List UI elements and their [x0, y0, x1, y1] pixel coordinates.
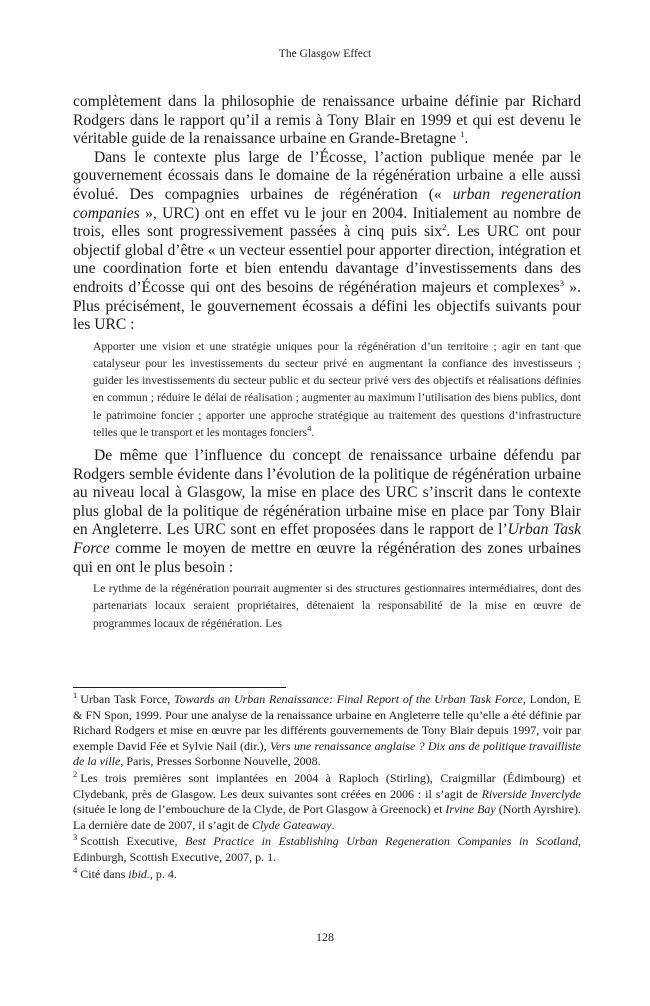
footnote-2-text-b: (située le long de l’embouchure de la Clyde, de Port Glasgow à Greenock) et [73, 802, 446, 817]
footnote-2-text-a: Les trois premières sont implantées en 2004 à Raploch (Stirling), Craigmillar (Édimbourg) et Clydebank, près de Glasgow. Les deux suivantes sont créées en 2006 : il s’agit de [73, 770, 581, 801]
footnote-3-number: 3 [73, 832, 78, 843]
paragraph-1-end: . [464, 130, 469, 148]
block-quote-2 [93, 580, 581, 632]
footnote-2-number: 2 [73, 768, 78, 779]
footnote-4-text-b: , p. 4. [149, 866, 177, 881]
footnote-ref-1[interactable]: 1 [460, 129, 465, 139]
paragraph-2 [73, 149, 581, 335]
block-quote-1 [93, 338, 581, 441]
footnote-1-text-a: Urban Task Force, [80, 692, 175, 706]
footnote-1-text-c: , Paris, Presses Sorbonne Nouvelle, 2008. [120, 754, 321, 769]
footnote-3 [73, 834, 581, 865]
footnote-2-italic-1: Riverside Inverclyde [481, 786, 581, 801]
footnote-1-italic-2: Vers une renaissance anglaise ? Dix ans de politique travailliste de la ville [73, 738, 581, 769]
paragraph-3-text-a: De même que l’influence du concept de renaissance urbaine défendu par Rodgers semble évidente dans l’évolution de la politique de régénération urbaine au niveau local à Glasgow, la mise en place des URC s’inscrit dans le contexte plus global de la politique de régénération urbaine mise en place par Tony Blair en Angleterre. Les URC sont en effet proposées dans le rapport de l’ [73, 446, 581, 539]
footnote-1-number: 1 [73, 690, 78, 700]
footnote-4 [73, 864, 581, 883]
paragraph-2-text-a: Dans le contexte plus large de l’Écosse, l’action publique menée par le gouvernement écossais dans le domaine de la régénération urbaine a elle aussi évolué. Des compagnies urbaines de régénération (« [73, 148, 581, 203]
paragraph-2-text-c: . Les URC ont pour objectif global d’être « un vecteur essentiel pour apporter direction, intégration et une coordination forte et bien entendu davantage d’investissements dans des endroits d’Écosse qui ont des besoins de régénération majeurs et complexes [73, 223, 581, 296]
main-text [73, 93, 581, 638]
footnote-ref-4[interactable]: 4 [307, 422, 312, 433]
footnote-3-text-a: Scottish Executive, [80, 834, 186, 849]
paragraph-2-italic: urban regeneration companies [73, 185, 581, 222]
paragraph-2-text-d: ». Plus précisément, le gouvernement écossais a défini les objectifs suivants pour les URC : [73, 278, 581, 334]
footnote-4-number: 4 [73, 864, 78, 875]
footnote-4-italic-1: ibid. [128, 866, 150, 881]
footnote-2-italic-3: Clyde Gateaway [251, 817, 332, 832]
footnote-4-text-a: Cité dans [80, 866, 129, 881]
paragraph-1-text: complètement dans la philosophie de renaissance urbaine définie par Richard Rodgers dans le rapport qu’il a remis à Tony Blair en 1999 et qui est devenu le véritable guide de la renaissance urbaine en Grande-Bretagne [73, 93, 581, 148]
paragraph-3 [73, 447, 581, 577]
block-quote-2-text: Le rythme de la régénération pourrait augmenter si des structures gestionnaires intermédiaires, dont des partenariats locaux seraient propriétaires, détenaient la responsabilité de la mise en œuvre de programmes locaux de régénération. Les [93, 582, 581, 630]
paragraph-2-text-b: », URC) ont en effet vu le jour en 2004. Initialement au nombre de trois, elles sont progressivement passées à cinq puis six [73, 204, 581, 241]
footnote-1-text-b: , London, E & FN Spon, 1999. Pour une analyse de la renaissance urbaine en Angleterre telle qu’elle a été définie par Richard Rodgers et mise en œuvre par les différents gouvernements de Tony Blair depuis 1997, voir par exemple David Fée et Sylvie Nail (dir.), [73, 692, 581, 753]
footnote-2 [73, 768, 581, 833]
block-quote-1-end: . [311, 425, 315, 439]
paragraph-3-text-b: comme le moyen de mettre en œuvre la régénération des zones urbaines qui en ont le plus besoin : [73, 539, 581, 576]
footnote-3-text-b: , Edinburgh, Scottish Executive, 2007, p. 1. [73, 834, 581, 864]
running-head: The Glasgow Effect [278, 48, 372, 60]
footnotes [73, 688, 581, 883]
paragraph-1 [73, 93, 581, 149]
footnote-1-italic-1: Towards an Urban Renaissance: Final Report of the Urban Task Force [174, 692, 523, 706]
footnote-1 [73, 692, 581, 770]
block-quote-1-text: Apporter une vision et une stratégie uniques pour la régénération d’un territoire ; agir en tant que catalyseur pour les investissements du secteur privé en augmentant la confiance des investisseurs ; guider les investissements du secteur public et du secteur privé vers des objectifs et réalisations définies en commun ; réduire le délai de réalisation ; augmenter au maximum l’utilisation des biens publics, dont le patrimoine foncier ; apporter une approche stratégique au traitement des questions d’infrastructure telles que le transport et les montages fonciers [93, 339, 581, 439]
footnote-3-italic-1: Best Practice in Establishing Urban Regeneration Companies in Scotland [185, 834, 578, 849]
page-number: 128 [316, 930, 334, 944]
paragraph-3-italic: Urban Task Force [73, 521, 581, 557]
footnote-2-text-d: . [331, 817, 335, 832]
footnote-ref-3[interactable]: 3 [559, 277, 565, 288]
footnote-2-italic-2: Irvine Bay [445, 802, 496, 817]
footnote-2-text-c: (North Ayrshire). La dernière date de 2007, il s’agit de [73, 802, 581, 832]
footnote-ref-2[interactable]: 2 [442, 221, 447, 232]
